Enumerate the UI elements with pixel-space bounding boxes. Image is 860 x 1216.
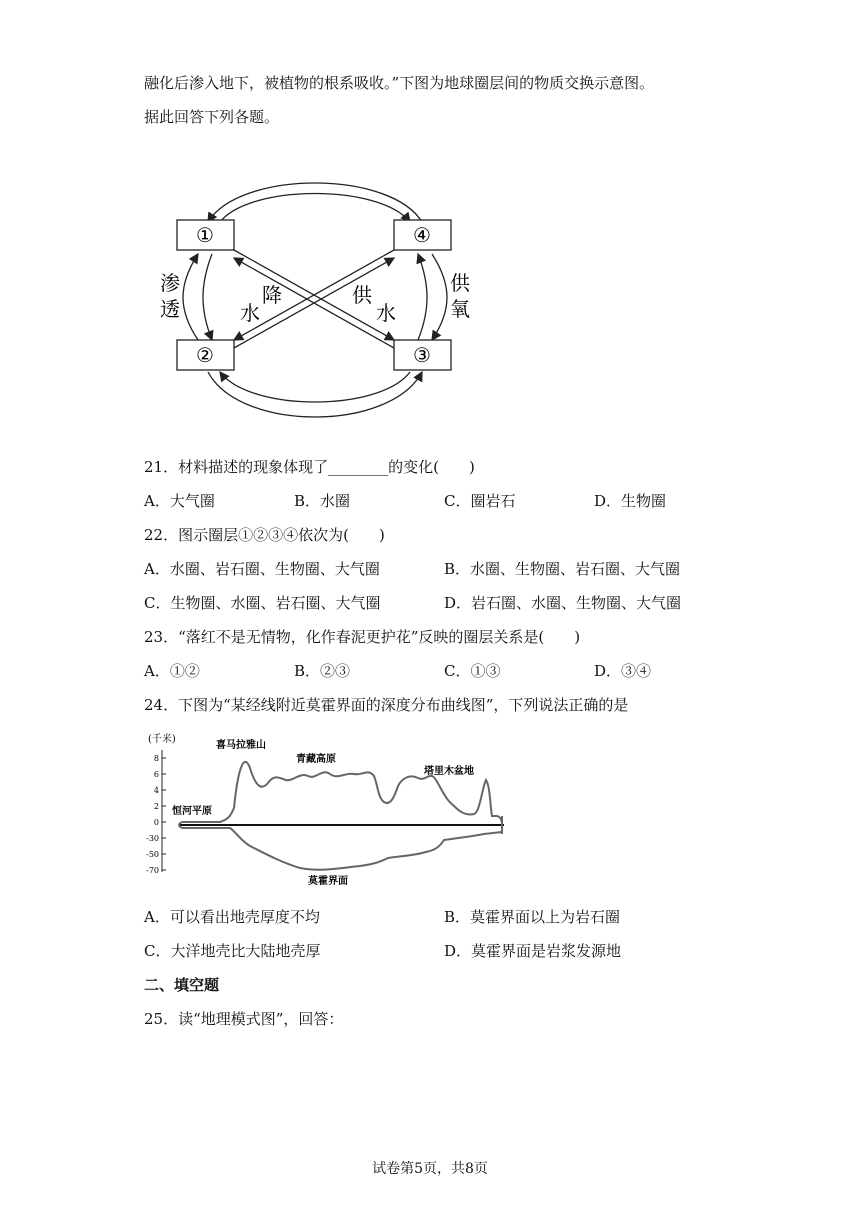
left-arc-outer: [183, 254, 198, 340]
label-moho: 莫霍界面: [308, 876, 348, 887]
q22-option-c[interactable]: C．生物圈、水圈、岩石圈、大气圈: [144, 594, 381, 612]
right-arc-inner: [418, 254, 427, 340]
outer-top-arc: [208, 183, 422, 222]
inner-top-arc: [220, 194, 410, 223]
label-ganges: 恒河平原: [172, 806, 212, 817]
left-label-char-2: 透: [160, 297, 180, 321]
q24-stem: 24．下图为“某经线附近莫霍界面的深度分布曲线图”，下列说法正确的是: [144, 696, 629, 714]
q23-option-d[interactable]: D．③④: [594, 662, 652, 680]
q24-option-d[interactable]: D．莫霍界面是岩浆发源地: [444, 942, 622, 960]
q21-stem: 21．材料描述的现象体现了________的变化( ): [144, 458, 475, 476]
right-arc-outer: [432, 254, 447, 340]
y-tick-neg30: -30: [146, 834, 159, 843]
left-label-char-1: 渗: [160, 271, 180, 295]
q21-option-b[interactable]: B．水圈: [294, 492, 351, 510]
section-title: 二、填空题: [144, 976, 220, 994]
q22-stem: 22．图示圈层①②③④依次为( ): [144, 526, 385, 544]
y-tick-4: 4: [153, 786, 159, 795]
moho-profile: [182, 828, 502, 870]
y-tick-neg70: -70: [146, 866, 159, 875]
q22-option-b[interactable]: B．水圈、生物圈、岩石圈、大气圈: [444, 560, 681, 578]
box-label-1: ①: [196, 223, 214, 247]
q22-option-a[interactable]: A．水圈、岩石圈、生物圈、大气圈: [144, 560, 380, 578]
q24-option-c[interactable]: C．大洋地壳比大陆地壳厚: [144, 942, 321, 960]
left-arc-inner: [203, 254, 212, 340]
q23-option-c[interactable]: C．①③: [444, 662, 501, 680]
cross-right-char-1: 供: [352, 283, 372, 307]
q23-option-a[interactable]: A．①②: [144, 662, 200, 680]
y-tick-2: 2: [153, 802, 159, 811]
label-tibet: 青藏高原: [296, 754, 336, 765]
intro-line-2: 据此回答下列各题。: [144, 108, 280, 126]
q21-option-a[interactable]: A．大气圈: [144, 492, 215, 510]
moho-depth-chart: [140, 728, 520, 888]
inner-bottom-arc: [220, 372, 410, 402]
q25-stem: 25．读“地理模式图”，回答：: [144, 1010, 344, 1028]
cross-left-char-2: 水: [240, 301, 260, 325]
box-label-4: ④: [413, 223, 431, 247]
cross-left-char-1: 降: [262, 283, 282, 307]
label-tarim: 塔里木盆地: [424, 766, 474, 777]
cross-right-char-2: 水: [376, 301, 396, 325]
page-footer: 试卷第5页，共8页: [372, 1161, 488, 1177]
y-tick-8: 8: [153, 754, 159, 763]
intro-line-1: 融化后渗入地下，被植物的根系吸收。”下图为地球圈层间的物质交换示意图。: [144, 74, 655, 92]
q24-option-b[interactable]: B．莫霍界面以上为岩石圈: [444, 908, 621, 926]
y-tick-6: 6: [153, 770, 159, 779]
right-label-char-1: 供: [450, 271, 470, 295]
y-tick-neg50: -50: [146, 850, 159, 859]
q21-option-d[interactable]: D．生物圈: [594, 492, 667, 510]
q24-option-a[interactable]: A．可以看出地壳厚度不均: [144, 908, 320, 926]
outer-bottom-arc: [208, 372, 422, 417]
box-label-2: ②: [196, 343, 214, 367]
label-himalaya: 喜马拉雅山: [216, 740, 266, 751]
sphere-exchange-diagram: [150, 150, 480, 450]
q21-option-c[interactable]: C．圈岩石: [444, 492, 516, 510]
box-label-3: ③: [413, 343, 431, 367]
y-tick-0: 0: [153, 818, 159, 827]
y-ticks: [146, 754, 166, 875]
right-label-char-2: 氧: [450, 297, 470, 321]
q23-stem: 23．“落红不是无情物，化作春泥更护花”反映的圈层关系是( ): [144, 628, 581, 646]
y-axis-label: (千米): [148, 734, 176, 745]
q22-option-d[interactable]: D．岩石圈、水圈、生物圈、大气圈: [444, 594, 682, 612]
q23-option-b[interactable]: B．②③: [294, 662, 351, 680]
